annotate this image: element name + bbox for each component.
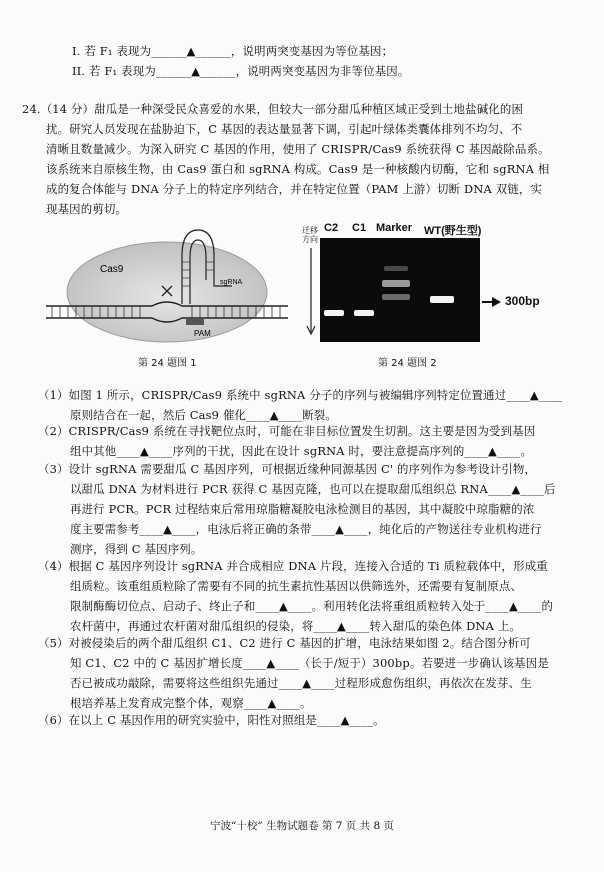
text-line: 根培养基上发育成完整个体，观察____▲____。 [70,696,312,710]
lane-label: Marker [376,222,413,234]
figure-1-caption: 第 24 题图 1 [138,358,197,369]
text-line: （4）根据 C 基因序列设计 sgRNA 并合成相应 DNA 片段，连接入合适的 Ti 质粒载体中，形成重 [38,559,548,573]
text-line: （5）对被侵染后的两个甜瓜组织 C1、C2 进行 C 基因的扩增，电泳结果如图 2。结合图分析可 [38,636,531,650]
figure-2-gel [320,238,480,342]
gel-marker-band [382,294,410,300]
text-line: （3）设计 sgRNA 需要甜瓜 C 基因序列，可根据近缘种同源基因 C' 的序列作为参考设计引物， [38,462,537,476]
lane-label: WT(野生型) [424,225,482,237]
cas9-label: Cas9 [100,264,124,275]
text-line: 原则结合在一起，然后 Cas9 催化____▲____断裂。 [70,408,338,422]
text-line: 组中其他____▲____序列的干扰，因此在设计 sgRNA 时，要注意提高序列的____▲____。 [70,444,533,458]
text-line: 成的复合体能与 DNA 分子上的特定序列结合，并在特定位置（PAM 上游）切断 DNA 双链，实 [46,182,543,196]
lane-label: C2 [324,222,339,234]
text-line: 农杆菌中，再通过农杆菌对甜瓜组织的侵染，将____▲____转入甜瓜的染色体 DNA 上。 [70,619,522,633]
figure-2-caption: 第 24 题图 2 [378,358,437,369]
text-line: 再进行 PCR。PCR 过程结束后常用琼脂糖凝胶电泳检测目的基因，其中凝胶中琼脂糖的浓 [70,502,535,516]
text-line: 现基因的剪切。 [46,202,128,216]
text-line: （1）如图 1 所示，CRISPR/Cas9 系统中 sgRNA 分子的序列与被编辑序列特定位置通过____▲____ [38,388,563,402]
cas9-protein-shape [67,242,267,342]
page-footer: 宁波“十校” 生物试题卷 第 7 页 共 8 页 [210,820,394,832]
text-line: II. 若 F₁ 表现为______▲______，说明两突变基因为非等位基因。 [72,64,410,78]
text-line: 24.（14 分）甜瓜是一种深受民众喜爱的水果，但较大一部分甜瓜种植区域正受到土地盐碱化的困 [22,102,524,116]
marker-arrow [482,296,502,308]
text-line: 组质粒。该重组质粒除了需要有不同的抗生素抗性基因以供筛选外，还需要有复制原点、 [70,579,523,593]
text-line: 知 C1、C2 中的 C 基因扩增长度____▲____（长于/短于）300bp。若要进一步确认该基因是 [70,656,549,670]
marker-300bp-label: 300bp [505,294,540,308]
text-line: 该系统来自原核生物，由 Cas9 蛋白和 sgRNA 构成。Cas9 是一种核酸内切酶，它和 sgRNA 相 [46,162,550,176]
pam-box [186,319,204,325]
sgrna-label: sgRNA [220,279,243,286]
gel-band-wt [430,296,454,303]
gel-band-c1 [354,310,374,316]
gel-marker-band [382,280,410,287]
direction-arrow [305,248,317,336]
text-line: 清晰且数量减少。为深入研究 C 基因的作用，使用了 CRISPR/Cas9 系统获得 C 基因敲除品系。 [46,142,550,156]
text-line: 度主要需参考____▲____，电泳后将正确的条带____▲____，纯化后的产物送往专业机构进行 [70,522,542,536]
text-line: （2）CRISPR/Cas9 系统在寻找靶位点时，可能在非目标位置发生切割。这主要是因为受到基因 [38,424,536,438]
gel-well-c2 [324,310,344,316]
pam-label: PAM [194,329,211,338]
text-line: 否已被成功敲除，需要将这些组织先通过____▲____过程形成愈伤组织，再依次在发芽、生 [70,676,532,690]
direction-label: 迁移方向 [302,226,318,244]
lane-label: C1 [352,222,367,234]
text-line: 扰。研究人员发现在盐胁迫下，C 基因的表达量显著下调，引起叶绿体类囊体排列不均匀、不 [46,122,523,136]
text-line: 限制酶酶切位点、启动子、终止子和____▲____。利用转化法将重组质粒转入处于____▲____的 [70,599,554,613]
text-line: （6）在以上 C 基因作用的研究实验中，阳性对照组是____▲____。 [38,713,385,727]
text-line: I. 若 F₁ 表现为______▲______，说明两突变基因为等位基因； [72,44,394,58]
gel-marker-band [384,266,408,271]
figure-1-cas9-diagram [42,226,292,352]
text-line: 测序，得到 C 基因序列。 [70,542,203,556]
text-line: 以甜瓜 DNA 为材料进行 PCR 获得 C 基因克隆，也可以在提取甜瓜组织总 RNA____▲____后 [70,482,556,496]
